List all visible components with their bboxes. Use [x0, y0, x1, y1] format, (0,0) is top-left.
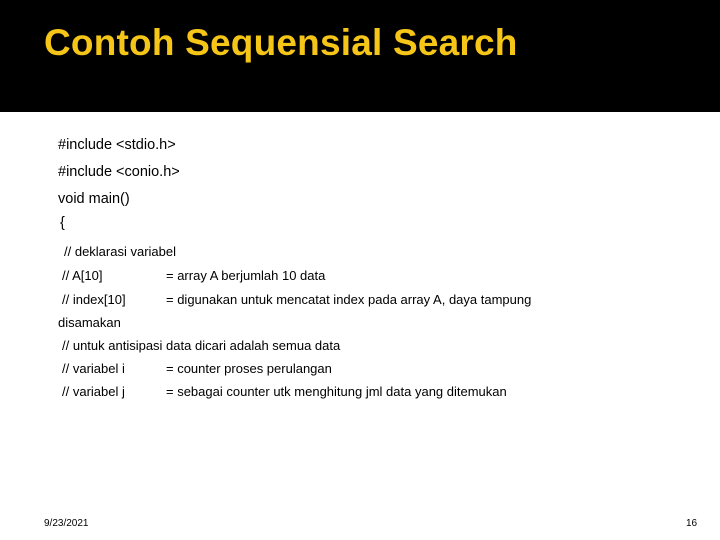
var-name-j: // variabel j: [62, 384, 125, 399]
var-name-index: // index[10]: [62, 292, 126, 307]
var-desc-index: = digunakan untuk mencatat index pada array A, daya tampung: [166, 292, 532, 307]
wrapped-text: disamakan: [58, 315, 121, 330]
var-desc-j: = sebagai counter utk menghitung jml data yang ditemukan: [166, 384, 507, 399]
var-desc-a: = array A berjumlah 10 data: [166, 268, 326, 283]
comment-declaration: // deklarasi variabel: [64, 244, 176, 259]
slide-title: Contoh Sequensial Search: [44, 22, 518, 63]
code-line-main: void main(): [58, 191, 130, 207]
code-line-open-brace: {: [60, 215, 65, 231]
comment-anticipation: // untuk antisipasi data dicari adalah semua data: [62, 338, 341, 353]
code-line-include-conio: #include <conio.h>: [58, 164, 180, 180]
page-number: 16: [686, 518, 698, 529]
var-name-a: // A[10]: [62, 268, 103, 283]
code-line-include-stdio: #include <stdio.h>: [58, 137, 176, 153]
var-name-i: // variabel i: [62, 361, 125, 376]
footer-date: 9/23/2021: [44, 518, 89, 529]
var-desc-i: = counter proses perulangan: [166, 361, 332, 376]
